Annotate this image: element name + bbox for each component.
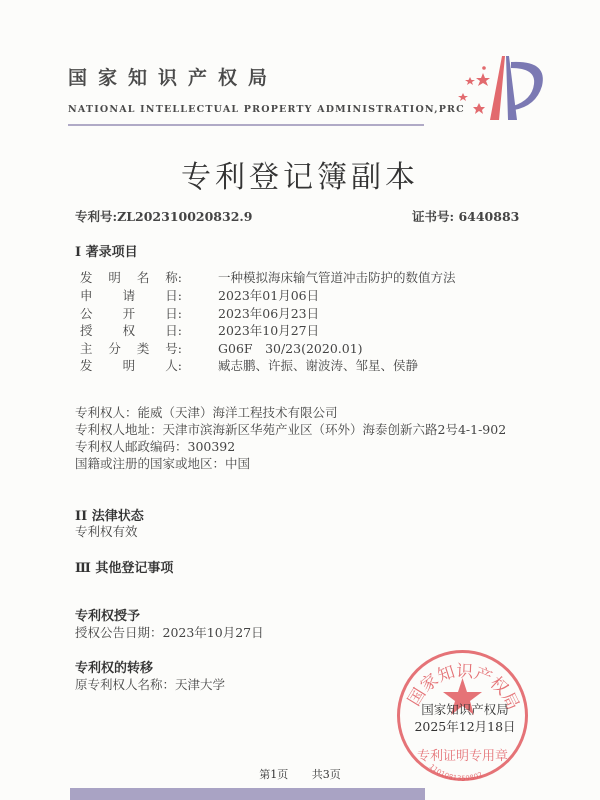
field-inventors: 发 明 人: 臧志鹏、许振、谢波涛、邹星、侯静 [80, 358, 419, 373]
seal-date: 2025年12月18日 [414, 719, 516, 734]
field-application-date: 申 请 日: 2023年01月06日 [80, 288, 320, 303]
svg-text:国家知识产权局: 国家知识产权局 [404, 661, 523, 714]
grant-announcement-date: 授权公告日期：2023年10月27日 [75, 625, 264, 640]
publication-date: 2023年06月23日 [218, 306, 320, 321]
section-2-heading: II 法律状态 [75, 509, 144, 524]
transfer-heading: 专利权的转移 [75, 661, 154, 676]
section-1-heading: I 著录项目 [75, 245, 138, 260]
org-name-cn: 国家知识产权局 [68, 67, 279, 89]
patentee: 专利权人：能威（天津）海洋工程技术有限公司 [75, 405, 338, 420]
svg-text:1101081359802: 1101081359802 [427, 762, 484, 783]
original-patentee: 原专利权人名称：天津大学 [75, 677, 226, 692]
grant-date: 2023年10月27日 [218, 323, 320, 338]
certificate-number: 证书号: 6440883 [412, 209, 520, 224]
application-date: 2023年01月06日 [218, 288, 320, 303]
patent-number: 专利号:ZL202310020832.9 [75, 209, 253, 224]
footer-bar [70, 788, 425, 800]
cnipa-logo-icon [450, 48, 550, 123]
invention-name: 一种模拟海床输气管道冲击防护的数值方法 [218, 270, 456, 285]
section-3-heading: Ⅲ 其他登记事项 [75, 561, 174, 576]
grant-heading: 专利权授予 [75, 609, 141, 624]
patentee-country: 国籍或注册的国家或地区：中国 [75, 456, 251, 471]
main-classification: G06F 30/23(2020.01) [218, 341, 363, 356]
patentee-postcode: 专利权人邮政编码：300392 [75, 439, 236, 454]
header-rule [68, 124, 424, 126]
page-total: 共3页 [311, 768, 341, 781]
field-invention-name: 发 明 名 称: 一种模拟海床输气管道冲击防护的数值方法 [80, 270, 456, 285]
field-main-classification: 主 分 类 号: G06F 30/23(2020.01) [80, 341, 363, 356]
page-title: 专利登记簿副本 [181, 160, 419, 195]
legal-status: 专利权有效 [75, 524, 138, 539]
field-grant-date: 授 权 日: 2023年10月27日 [80, 323, 320, 338]
page-number: 第1页 [259, 768, 289, 781]
page-footer [0, 766, 600, 782]
patentee-address: 专利权人地址：天津市滨海新区华苑产业区（环外）海泰创新六路2号4-1-902 [75, 422, 507, 437]
field-publication-date: 公 开 日: 2023年06月23日 [80, 306, 320, 321]
svg-text:专利证明专用章: 专利证明专用章 [416, 749, 509, 764]
seal-org: 国家知识产权局 [421, 702, 509, 717]
org-name-en: NATIONAL INTELLECTUAL PROPERTY ADMINISTRATION,PRC [68, 104, 465, 115]
inventors: 臧志鹏、许振、谢波涛、邹星、侯静 [218, 358, 419, 373]
